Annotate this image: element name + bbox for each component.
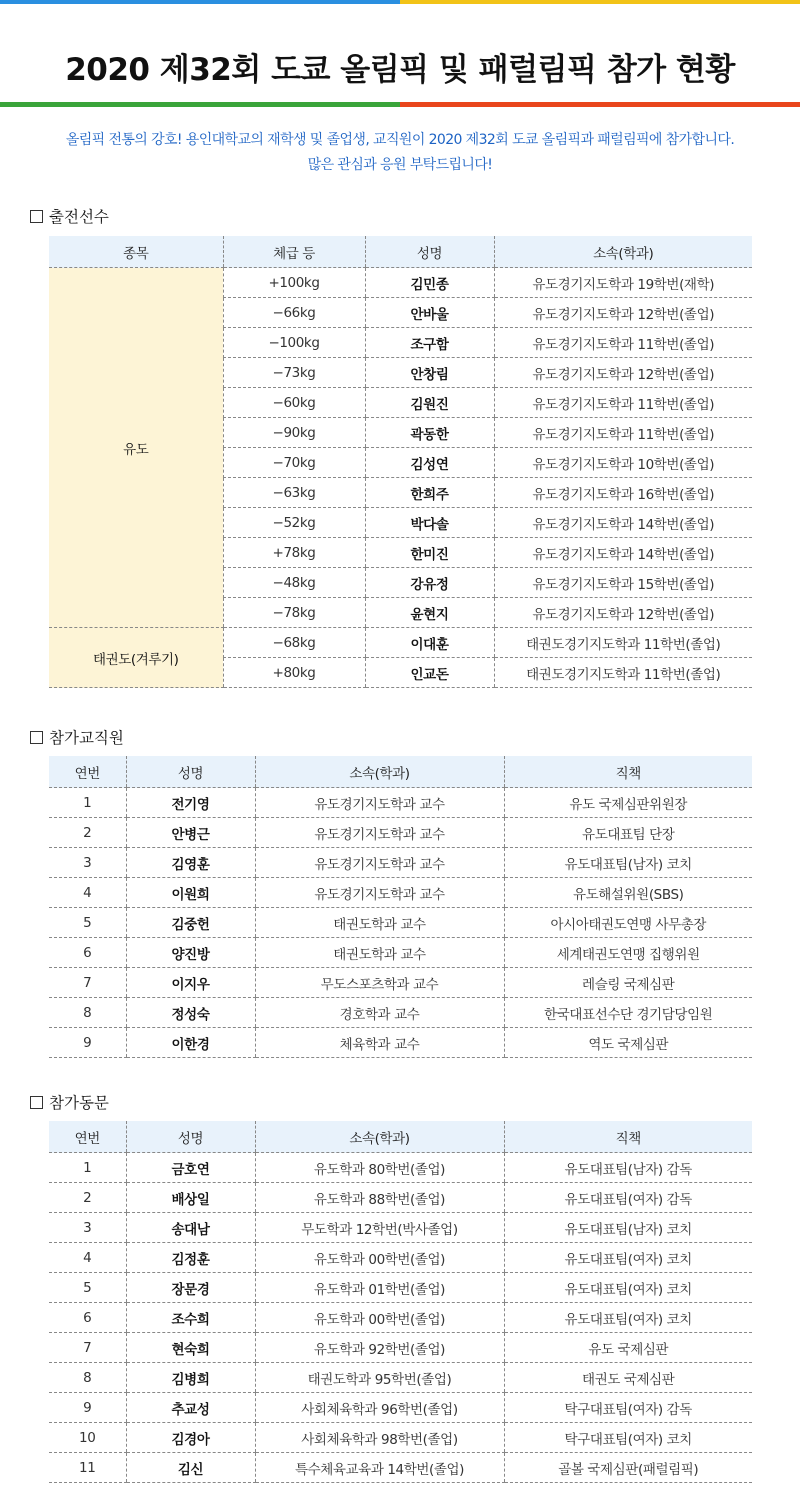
weight-class-cell: +100kg — [223, 268, 365, 298]
person-name-cell: 금호연 — [126, 1153, 255, 1183]
position-cell: 유도대표팀(여자) 코치 — [504, 1243, 752, 1273]
weight-class-cell: −70kg — [223, 448, 365, 478]
position-cell: 유도대표팀(여자) 코치 — [504, 1273, 752, 1303]
person-name-cell: 현숙희 — [126, 1333, 255, 1363]
person-name-cell: 김영훈 — [126, 848, 255, 878]
number-cell: 8 — [49, 998, 126, 1028]
column-header: 소속(학과) — [255, 1121, 504, 1153]
affiliation-cell: 유도경기지도학과 15학번(졸업) — [494, 568, 752, 598]
table-row — [49, 968, 752, 998]
affiliation-cell: 무도학과 12학번(박사졸업) — [255, 1213, 504, 1243]
checkbox-square-icon — [30, 731, 43, 744]
number-cell: 5 — [49, 1273, 126, 1303]
affiliation-cell: 유도경기지도학과 교수 — [255, 818, 504, 848]
athlete-name-cell: 김원진 — [365, 388, 494, 418]
number-cell: 3 — [49, 848, 126, 878]
weight-class-cell: +78kg — [223, 538, 365, 568]
position-cell: 유도대표팀(여자) 코치 — [504, 1303, 752, 1333]
column-header: 종목 — [49, 236, 223, 268]
weight-class-cell: −52kg — [223, 508, 365, 538]
number-cell: 8 — [49, 1363, 126, 1393]
column-header: 체급 등 — [223, 236, 365, 268]
table-header-row — [49, 236, 752, 268]
position-cell: 유도대표팀(남자) 감독 — [504, 1153, 752, 1183]
weight-class-cell: +80kg — [223, 658, 365, 688]
person-name-cell: 전기영 — [126, 788, 255, 818]
person-name-cell: 안병근 — [126, 818, 255, 848]
affiliation-cell: 유도학과 80학번(졸업) — [255, 1153, 504, 1183]
affiliation-cell: 유도경기지도학과 11학번(졸업) — [494, 418, 752, 448]
staff-heading-label: 참가교직원 — [49, 729, 124, 747]
affiliation-cell: 특수체육교육과 14학번(졸업) — [255, 1453, 504, 1483]
number-cell: 2 — [49, 1183, 126, 1213]
position-cell: 유도해설위원(SBS) — [504, 878, 752, 908]
number-cell: 6 — [49, 938, 126, 968]
table-row — [49, 1303, 752, 1333]
position-cell: 아시아태권도연맹 사무총장 — [504, 908, 752, 938]
weight-class-cell: −48kg — [223, 568, 365, 598]
table-row — [49, 268, 752, 298]
column-header: 연번 — [49, 1121, 126, 1153]
athlete-name-cell: 조구함 — [365, 328, 494, 358]
affiliation-cell: 유도경기지도학과 11학번(졸업) — [494, 388, 752, 418]
affiliation-cell: 유도경기지도학과 12학번(졸업) — [494, 298, 752, 328]
column-header: 성명 — [126, 1121, 255, 1153]
person-name-cell: 양진방 — [126, 938, 255, 968]
weight-class-cell: −90kg — [223, 418, 365, 448]
athlete-name-cell: 안바울 — [365, 298, 494, 328]
affiliation-cell: 태권도학과 교수 — [255, 908, 504, 938]
weight-class-cell: −60kg — [223, 388, 365, 418]
weight-class-cell: −73kg — [223, 358, 365, 388]
athlete-name-cell: 이대훈 — [365, 628, 494, 658]
person-name-cell: 조수희 — [126, 1303, 255, 1333]
athlete-name-cell: 박다솔 — [365, 508, 494, 538]
athletes-heading — [30, 205, 109, 227]
table-row — [49, 628, 752, 658]
position-cell: 역도 국제심판 — [504, 1028, 752, 1058]
table-row — [49, 848, 752, 878]
weight-class-cell: −78kg — [223, 598, 365, 628]
affiliation-cell: 유도학과 92학번(졸업) — [255, 1333, 504, 1363]
position-cell: 한국대표선수단 경기담당임원 — [504, 998, 752, 1028]
table-row — [49, 1393, 752, 1423]
top-color-bar — [0, 0, 800, 4]
table-row — [49, 1213, 752, 1243]
table-row — [49, 1183, 752, 1213]
athlete-name-cell: 윤현지 — [365, 598, 494, 628]
checkbox-square-icon — [30, 210, 43, 223]
page-title: 2020 제32회 도쿄 올림픽 및 패럴림픽 참가 현황 — [65, 52, 735, 88]
sport-cell: 태권도(겨루기) — [49, 628, 223, 688]
column-header: 직책 — [504, 1121, 752, 1153]
athletes-table — [49, 236, 752, 688]
table-row — [49, 1363, 752, 1393]
person-name-cell: 김중헌 — [126, 908, 255, 938]
affiliation-cell: 유도경기지도학과 14학번(졸업) — [494, 508, 752, 538]
table-row — [49, 1153, 752, 1183]
column-header: 소속(학과) — [255, 756, 504, 788]
affiliation-cell: 경호학과 교수 — [255, 998, 504, 1028]
position-cell: 유도 국제심판 — [504, 1333, 752, 1363]
weight-class-cell: −66kg — [223, 298, 365, 328]
affiliation-cell: 유도경기지도학과 교수 — [255, 878, 504, 908]
affiliation-cell: 유도경기지도학과 10학번(졸업) — [494, 448, 752, 478]
table-row — [49, 818, 752, 848]
table-row — [49, 878, 752, 908]
number-cell: 1 — [49, 788, 126, 818]
athletes-heading-label: 출전선수 — [49, 208, 109, 226]
alumni-table — [49, 1121, 752, 1483]
affiliation-cell: 태권도학과 교수 — [255, 938, 504, 968]
position-cell: 레슬링 국제심판 — [504, 968, 752, 998]
person-name-cell: 김신 — [126, 1453, 255, 1483]
affiliation-cell: 사회체육학과 96학번(졸업) — [255, 1393, 504, 1423]
affiliation-cell: 유도경기지도학과 교수 — [255, 848, 504, 878]
affiliation-cell: 유도학과 00학번(졸업) — [255, 1243, 504, 1273]
staff-heading — [30, 726, 124, 748]
table-row — [49, 1333, 752, 1363]
person-name-cell: 송대남 — [126, 1213, 255, 1243]
column-header: 직책 — [504, 756, 752, 788]
affiliation-cell: 유도학과 00학번(졸업) — [255, 1303, 504, 1333]
number-cell: 3 — [49, 1213, 126, 1243]
athlete-name-cell: 한희주 — [365, 478, 494, 508]
affiliation-cell: 체육학과 교수 — [255, 1028, 504, 1058]
number-cell: 10 — [49, 1423, 126, 1453]
table-row — [49, 1243, 752, 1273]
position-cell: 골볼 국제심판(패럴림픽) — [504, 1453, 752, 1483]
number-cell: 2 — [49, 818, 126, 848]
table-header-row — [49, 1121, 752, 1153]
number-cell: 11 — [49, 1453, 126, 1483]
affiliation-cell: 태권도경기지도학과 11학번(졸업) — [494, 658, 752, 688]
table-row — [49, 1453, 752, 1483]
weight-class-cell: −68kg — [223, 628, 365, 658]
affiliation-cell: 무도스포츠학과 교수 — [255, 968, 504, 998]
column-header: 성명 — [126, 756, 255, 788]
affiliation-cell: 유도학과 88학번(졸업) — [255, 1183, 504, 1213]
position-cell: 태권도 국제심판 — [504, 1363, 752, 1393]
person-name-cell: 정성숙 — [126, 998, 255, 1028]
position-cell: 유도 국제심판위원장 — [504, 788, 752, 818]
affiliation-cell: 유도경기지도학과 교수 — [255, 788, 504, 818]
number-cell: 7 — [49, 968, 126, 998]
person-name-cell: 이원희 — [126, 878, 255, 908]
number-cell: 7 — [49, 1333, 126, 1363]
table-row — [49, 1028, 752, 1058]
person-name-cell: 이지우 — [126, 968, 255, 998]
athlete-name-cell: 안창림 — [365, 358, 494, 388]
athlete-name-cell: 인교돈 — [365, 658, 494, 688]
position-cell: 세계태권도연맹 집행위원 — [504, 938, 752, 968]
person-name-cell: 배상일 — [126, 1183, 255, 1213]
alumni-heading — [30, 1091, 109, 1113]
table-row — [49, 908, 752, 938]
table-row — [49, 1423, 752, 1453]
affiliation-cell: 유도경기지도학과 11학번(졸업) — [494, 328, 752, 358]
affiliation-cell: 태권도학과 95학번(졸업) — [255, 1363, 504, 1393]
affiliation-cell: 유도경기지도학과 12학번(졸업) — [494, 358, 752, 388]
person-name-cell: 김경아 — [126, 1423, 255, 1453]
number-cell: 6 — [49, 1303, 126, 1333]
position-cell: 유도대표팀(남자) 코치 — [504, 1213, 752, 1243]
affiliation-cell: 태권도경기지도학과 11학번(졸업) — [494, 628, 752, 658]
column-header: 성명 — [365, 236, 494, 268]
affiliation-cell: 사회체육학과 98학번(졸업) — [255, 1423, 504, 1453]
table-header-row — [49, 756, 752, 788]
title-underline-bar — [0, 102, 800, 107]
position-cell: 탁구대표팀(여자) 감독 — [504, 1393, 752, 1423]
affiliation-cell: 유도경기지도학과 14학번(졸업) — [494, 538, 752, 568]
intro-line-2: 많은 관심과 응원 부탁드립니다! — [307, 157, 493, 173]
weight-class-cell: −63kg — [223, 478, 365, 508]
affiliation-cell: 유도학과 01학번(졸업) — [255, 1273, 504, 1303]
athlete-name-cell: 한미진 — [365, 538, 494, 568]
table-row — [49, 788, 752, 818]
affiliation-cell: 유도경기지도학과 16학번(졸업) — [494, 478, 752, 508]
person-name-cell: 김정훈 — [126, 1243, 255, 1273]
table-row — [49, 998, 752, 1028]
athlete-name-cell: 김성연 — [365, 448, 494, 478]
athlete-name-cell: 강유정 — [365, 568, 494, 598]
weight-class-cell: −100kg — [223, 328, 365, 358]
person-name-cell: 추교성 — [126, 1393, 255, 1423]
affiliation-cell: 유도경기지도학과 12학번(졸업) — [494, 598, 752, 628]
person-name-cell: 이한경 — [126, 1028, 255, 1058]
number-cell: 9 — [49, 1393, 126, 1423]
number-cell: 4 — [49, 1243, 126, 1273]
column-header: 연번 — [49, 756, 126, 788]
staff-table — [49, 756, 752, 1058]
affiliation-cell: 유도경기지도학과 19학번(재학) — [494, 268, 752, 298]
number-cell: 4 — [49, 878, 126, 908]
alumni-heading-label: 참가동문 — [49, 1094, 109, 1112]
column-header: 소속(학과) — [494, 236, 752, 268]
athlete-name-cell: 곽동한 — [365, 418, 494, 448]
checkbox-square-icon — [30, 1096, 43, 1109]
intro-text — [10, 128, 790, 178]
table-row — [49, 1273, 752, 1303]
number-cell: 1 — [49, 1153, 126, 1183]
number-cell: 9 — [49, 1028, 126, 1058]
sport-cell: 유도 — [49, 268, 223, 628]
athlete-name-cell: 김민종 — [365, 268, 494, 298]
table-row — [49, 938, 752, 968]
person-name-cell: 장문경 — [126, 1273, 255, 1303]
intro-line-1: 올림픽 전통의 강호! 용인대학교의 재학생 및 졸업생, 교직원이 2020 제32회 도쿄 올림픽과 패럴림픽에 참가합니다. — [65, 132, 735, 148]
person-name-cell: 김병희 — [126, 1363, 255, 1393]
position-cell: 유도대표팀(남자) 코치 — [504, 848, 752, 878]
position-cell: 유도대표팀(여자) 감독 — [504, 1183, 752, 1213]
position-cell: 유도대표팀 단장 — [504, 818, 752, 848]
number-cell: 5 — [49, 908, 126, 938]
position-cell: 탁구대표팀(여자) 코치 — [504, 1423, 752, 1453]
